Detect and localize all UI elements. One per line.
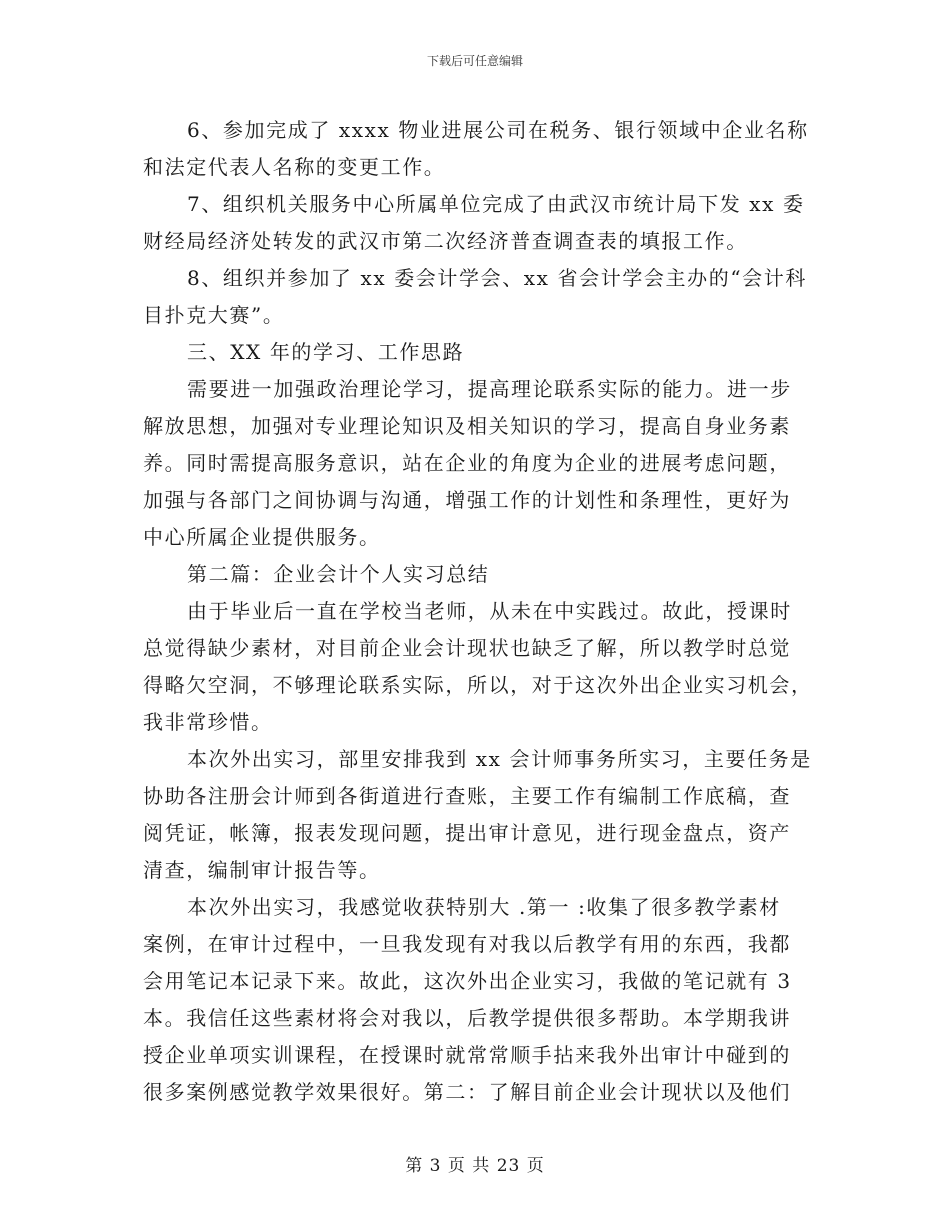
text-line: 得略欠空洞，不够理论联系实际，所以，对于这次外出企业实习机会，: [143, 673, 813, 697]
page-header: 下载后可任意编辑: [426, 54, 523, 68]
text-line: 很多案例感觉教学效果很好。第二：了解目前企业会计现状以及他们: [143, 1080, 791, 1104]
text-line: 7、组织机关服务中心所属单位完成了由武汉市统计局下发 xx 委: [187, 192, 805, 216]
text-line: 由于毕业后一直在学校当老师，从未在中实践过。故此，授课时: [187, 599, 792, 623]
text-line: 案例，在审计过程中，一旦我发现有对我以后教学有用的东西，我都: [143, 932, 791, 956]
text-line: 清查，编制审计报告等。: [143, 858, 381, 882]
text-line: 本次外出实习，部里安排我到 xx 会计师事务所实习，主要任务是: [187, 747, 812, 771]
text-line: 总觉得缺少素材，对目前企业会计现状也缺乏了解，所以教学时总觉: [143, 636, 791, 660]
text-line: 解放思想，加强对专业理论知识及相关知识的学习，提高自身业务素: [143, 414, 791, 438]
text-line: 会用笔记本记录下来。故此，这次外出企业实习，我做的笔记就有 3: [143, 969, 792, 993]
text-line: 三、XX 年的学习、工作思路: [187, 340, 465, 364]
text-line: 授企业单项实训课程，在授课时就常常顺手拈来我外出审计中碰到的: [143, 1043, 791, 1067]
text-line: 8、组织并参加了 xx 委会计学会、xx 省会计学会主办的“会计科: [187, 266, 807, 290]
text-line: 协助各注册会计师到各街道进行查账，主要工作有编制工作底稿，查: [143, 784, 791, 808]
text-line: 阅凭证，帐簿，报表发现问题，提出审计意见，进行现金盘点，资产: [143, 821, 791, 845]
text-line: 养。同时需提高服务意识，站在企业的角度为企业的进展考虑问题，: [143, 451, 791, 475]
text-line: 中心所属企业提供服务。: [143, 525, 381, 549]
document-body: [143, 112, 813, 1111]
text-line: 第二篇：企业会计个人实习总结: [187, 562, 490, 586]
page-footer: 第 3 页 共 23 页: [405, 1156, 545, 1176]
text-line: 本次外出实习，我感觉收获特别大 .第一 :收集了很多教学素材: [187, 895, 781, 919]
text-line: 6、参加完成了 xxxx 物业进展公司在税务、银行领域中企业名称: [187, 118, 809, 142]
text-line: 加强与各部门之间协调与沟通，增强工作的计划性和条理性，更好为: [143, 488, 791, 512]
text-line: 本。我信任这些素材将会对我以，后教学提供很多帮助。本学期我讲: [143, 1006, 791, 1030]
text-line: 我非常珍惜。: [143, 710, 273, 734]
text-line: 需要进一加强政治理论学习，提高理论联系实际的能力。进一步: [187, 377, 792, 401]
text-line: 和法定代表人名称的变更工作。: [143, 155, 446, 179]
text-line: 目扑克大赛”。: [143, 303, 285, 327]
text-line: 财经局经济处转发的武汉市第二次经济普查调查表的填报工作。: [143, 229, 748, 253]
